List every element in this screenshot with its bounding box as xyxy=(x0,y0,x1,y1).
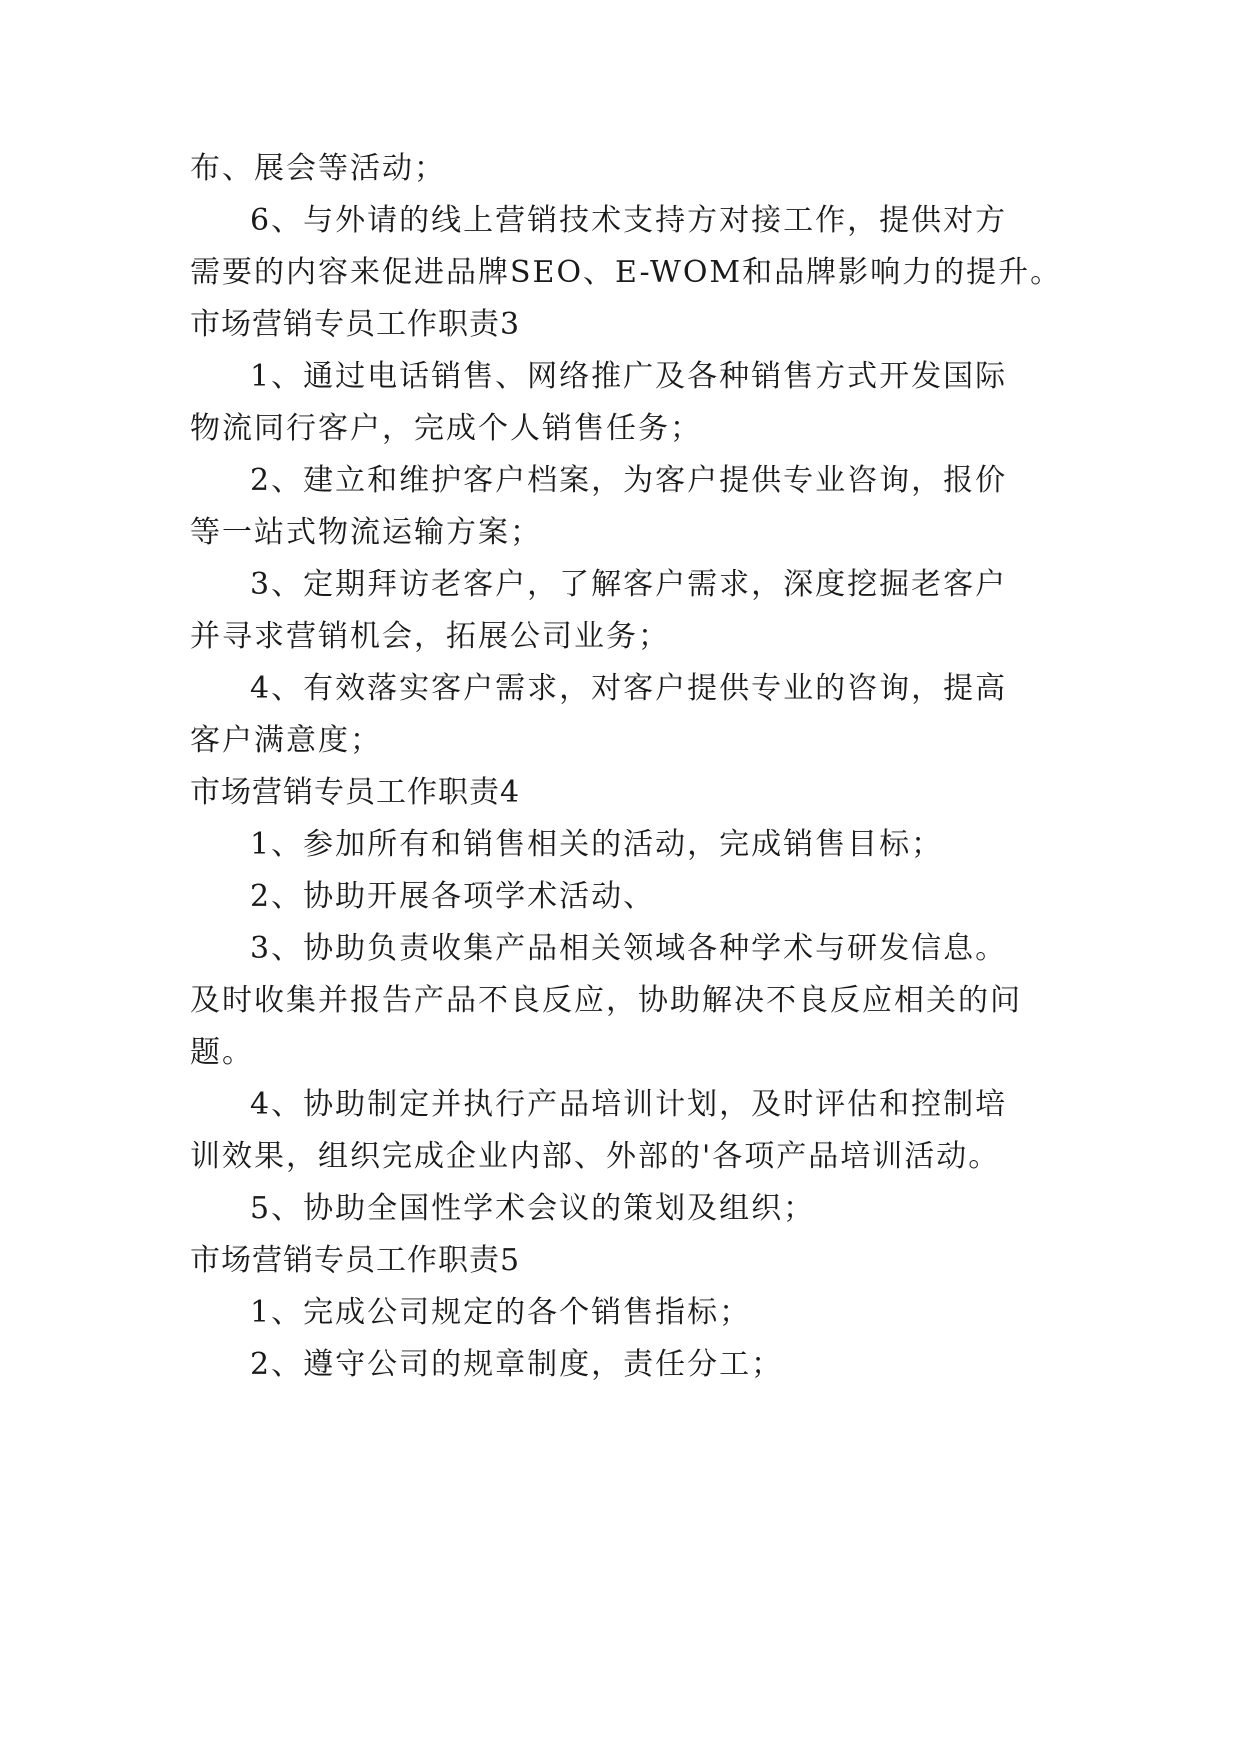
list-item-4: 4、协助制定并执行产品培训计划，及时评估和控制培 xyxy=(250,1087,1008,1122)
body-text-line: 并寻求营销机会，拓展公司业务； xyxy=(190,619,670,654)
body-text-line: 题。 xyxy=(190,1035,254,1070)
list-item-1: 1、通过电话销售、网络推广及各种销售方式开发国际 xyxy=(250,359,1008,394)
body-text-line: 布、展会等活动； xyxy=(190,151,446,186)
list-item-2: 2、协助开展各项学术活动、 xyxy=(250,879,656,914)
body-text-line: 物流同行客户，完成个人销售任务； xyxy=(190,411,702,446)
list-item-3: 3、协助负责收集产品相关领域各种学术与研发信息。 xyxy=(250,931,1008,966)
section-heading-4: 市场营销专员工作职责4 xyxy=(190,775,521,810)
list-item-6: 6、与外请的线上营销技术支持方对接工作，提供对方 xyxy=(250,203,1008,238)
list-item-1: 1、完成公司规定的各个销售指标； xyxy=(250,1295,752,1330)
body-text-line: 等一站式物流运输方案； xyxy=(190,515,542,550)
list-item-2: 2、建立和维护客户档案，为客户提供专业咨询，报价 xyxy=(250,463,1008,498)
body-text-line: 及时收集并报告产品不良反应，协助解决不良反应相关的问 xyxy=(190,983,1022,1018)
list-item-3: 3、定期拜访老客户，了解客户需求，深度挖掘老客户 xyxy=(250,567,1008,602)
list-item-1: 1、参加所有和销售相关的活动，完成销售目标； xyxy=(250,827,944,862)
body-text-line: 需要的内容来促进品牌SEO、E-WOM和品牌影响力的提升。 xyxy=(190,255,1063,290)
body-text-line: 训效果，组织完成企业内部、外部的'各项产品培训活动。 xyxy=(190,1139,1001,1174)
body-text-line: 客户满意度； xyxy=(190,723,382,758)
list-item-5: 5、协助全国性学术会议的策划及组织； xyxy=(250,1191,816,1226)
section-heading-3: 市场营销专员工作职责3 xyxy=(190,307,521,342)
list-item-4: 4、有效落实客户需求，对客户提供专业的咨询，提高 xyxy=(250,671,1008,706)
list-item-2: 2、遵守公司的规章制度，责任分工； xyxy=(250,1347,784,1382)
section-heading-5: 市场营销专员工作职责5 xyxy=(190,1243,521,1278)
